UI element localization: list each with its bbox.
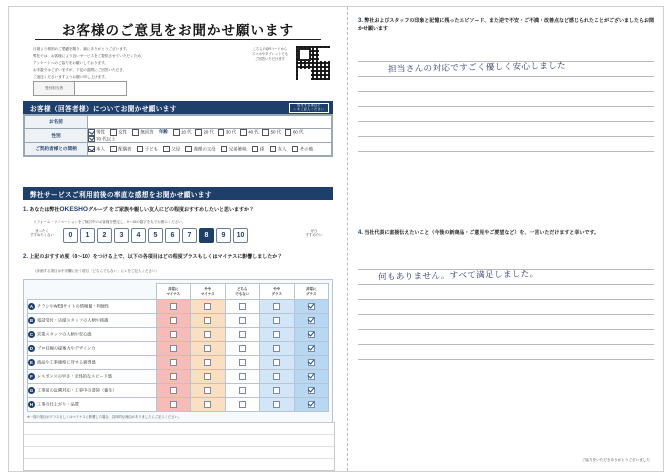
table-row — [28, 356, 329, 370]
nps-option-7[interactable]: 7 — [182, 228, 197, 243]
checkbox-f-3[interactable] — [239, 373, 246, 380]
question-4-number: 4. — [358, 230, 364, 236]
nps-option-5[interactable]: 5 — [148, 228, 163, 243]
matrix-h-1[interactable] — [156, 398, 191, 412]
checkbox-b-3[interactable] — [239, 317, 246, 324]
checkbox-c-2[interactable] — [204, 331, 211, 338]
brand-name: OKESHO — [59, 206, 88, 213]
free-text-line[interactable] — [24, 447, 334, 459]
checkbox-d-4[interactable] — [273, 345, 280, 352]
row-header-gender: 性別 — [25, 129, 88, 143]
label-age-70: 70 代以上 — [96, 136, 116, 142]
checkbox-b-5[interactable] — [308, 317, 315, 324]
matrix-col-4: やや プラス — [260, 284, 295, 300]
section2-bar — [23, 187, 333, 200]
nps-option-1[interactable]: 1 — [80, 228, 95, 243]
section2-title: 弊社サービスご利用前後の率直な感想をお聞かせ願います — [30, 191, 212, 199]
checkbox-h-4[interactable] — [273, 401, 280, 408]
matrix-col-1: 非常に マイナス — [156, 284, 191, 300]
answer-line[interactable] — [358, 77, 654, 92]
gender-option-noanswer[interactable] — [132, 129, 153, 136]
receipt-label: 受付担当者 — [34, 82, 75, 95]
matrix-c-4[interactable] — [260, 328, 295, 342]
label-age-10: 10 代 — [181, 129, 192, 135]
page-title: お客様のご意見をお聞かせ願います — [62, 23, 294, 38]
title-underline — [35, 39, 321, 40]
left-free-text[interactable] — [23, 422, 335, 471]
rating-matrix-table — [27, 283, 329, 412]
rating-matrix — [23, 279, 333, 423]
label-relation-parent: 父母 — [171, 146, 181, 152]
checkbox-g-4[interactable] — [273, 387, 280, 394]
matrix-item-a — [28, 300, 157, 314]
question-2-heading — [23, 253, 333, 262]
matrix-f-1[interactable] — [156, 370, 191, 384]
matrix-item-d-label: プロ目線の提案力やデザイン力 — [37, 345, 96, 351]
relation-option-sibling[interactable] — [221, 146, 247, 153]
badge-f: F — [28, 373, 35, 380]
checkbox-age-70[interactable] — [88, 136, 95, 143]
matrix-b-5[interactable] — [294, 314, 329, 328]
matrix-item-g-label: 工事前の近隣対応・工事中の清掃（養生） — [37, 387, 117, 393]
matrix-corner — [28, 284, 157, 300]
question-2-text: 上記のおすすめ度（0〜10）をつける上で、以下の各項目はどの程度プラスもしくはマイナスに影響しましたか？ — [29, 254, 283, 260]
table-row-name — [25, 116, 332, 129]
nps-option-6[interactable]: 6 — [165, 228, 180, 243]
relation-option-child[interactable] — [137, 146, 158, 153]
matrix-c-2[interactable] — [191, 328, 226, 342]
section1-bar-note: 該当する項目に レをご記入ください — [289, 103, 329, 113]
intro-text — [33, 47, 243, 82]
question-4-heading — [358, 229, 654, 238]
question-2-sub: （評価する項目は中央欄に沿う項目「どちらでもない」にレをご記入ください） — [33, 269, 159, 273]
label-age-20: 20 代 — [203, 129, 214, 135]
checkbox-age-60[interactable] — [285, 129, 292, 136]
nps-option-8[interactable]: 8 — [199, 228, 214, 243]
matrix-a-3[interactable] — [225, 300, 260, 314]
badge-d: D — [29, 346, 34, 351]
matrix-item-e-label: 商品や工事価格に対する納得感 — [37, 359, 96, 365]
matrix-col-5: 非常に プラス — [294, 284, 329, 300]
matrix-col-3: どちら でもない — [225, 284, 260, 300]
age-option-40[interactable] — [240, 129, 259, 136]
checkbox-noanswer[interactable] — [132, 129, 139, 136]
matrix-item-c — [28, 328, 157, 342]
matrix-b-3[interactable] — [225, 314, 260, 328]
checkbox-h-3[interactable] — [239, 401, 246, 408]
matrix-note: ※一部の項目がプラスもしくはマイナスに影響した場合、具体的な理由がありましたらご記入ください。 — [27, 415, 182, 419]
checkbox-relation-spouse[interactable] — [110, 146, 117, 153]
nps-right-label: ぜひ すすめたい — [305, 229, 323, 238]
checkbox-e-5[interactable] — [308, 359, 315, 366]
gender-option-female[interactable] — [110, 129, 127, 136]
checkbox-age-30[interactable] — [218, 129, 225, 136]
badge-c: C — [29, 332, 34, 337]
answer-line[interactable] — [358, 315, 654, 330]
matrix-a-5[interactable] — [294, 300, 329, 314]
intro-line-4: お手数ではございますが、下記の設問にご回答いただき、 — [33, 67, 127, 72]
label-age-30: 30 代 — [225, 129, 237, 135]
question-3-handwriting: 担当さんの対応ですごく優しく安心しました — [387, 61, 567, 75]
checkbox-relation-inlaw[interactable] — [185, 146, 192, 153]
receipt-value[interactable] — [75, 82, 126, 95]
answer-line[interactable] — [358, 137, 654, 152]
checkbox-age-10[interactable] — [173, 129, 180, 136]
label-relation-sibling: 兄弟姉妹 — [228, 146, 247, 152]
matrix-g-2[interactable] — [191, 384, 226, 398]
badge-b: B — [29, 318, 34, 323]
table-row — [28, 370, 329, 384]
matrix-e-5[interactable] — [294, 356, 329, 370]
matrix-h-3[interactable] — [225, 398, 260, 412]
question-2-number: 2. — [23, 254, 29, 260]
nps-left-label: まったく すすめたくない — [30, 229, 54, 238]
answer-line[interactable] — [358, 92, 654, 107]
matrix-item-e — [28, 356, 157, 370]
checkbox-relation-sibling[interactable] — [221, 146, 228, 153]
matrix-b-2[interactable] — [191, 314, 226, 328]
row-header-relation: ご契約者様との間柄 — [25, 143, 88, 156]
matrix-header-row — [28, 284, 329, 300]
question-4-text: 当社代表に直接伝えたいこと（今後の新商品・ご意見やご要望など）を、一言いただけますと幸いです。 — [364, 230, 600, 236]
question-1-number: 1. — [23, 207, 29, 213]
table-row — [28, 300, 329, 314]
checkbox-e-2[interactable] — [204, 359, 211, 366]
matrix-g-3[interactable] — [225, 384, 260, 398]
checkbox-age-50[interactable] — [262, 129, 269, 136]
matrix-e-2[interactable] — [191, 356, 226, 370]
answer-line[interactable] — [358, 107, 654, 122]
matrix-e-4[interactable] — [260, 356, 295, 370]
qr-code-icon — [295, 45, 331, 81]
matrix-e-1[interactable] — [156, 356, 191, 370]
matrix-a-1[interactable] — [156, 300, 191, 314]
checkbox-f-4[interactable] — [273, 373, 280, 380]
checkbox-a-3[interactable] — [239, 303, 246, 310]
survey-page — [8, 6, 664, 472]
label-noanswer: 無回答 — [140, 129, 154, 135]
nps-number-list — [63, 228, 248, 243]
checkbox-a-1[interactable] — [170, 303, 177, 310]
matrix-d-1[interactable] — [156, 342, 191, 356]
checkbox-d-3[interactable] — [239, 345, 246, 352]
table-row-relation — [25, 143, 332, 156]
matrix-g-1[interactable] — [156, 384, 191, 398]
question-3-number: 3. — [358, 18, 364, 24]
age-option-70[interactable] — [88, 136, 115, 143]
row-header-name: お名前 — [25, 116, 88, 129]
nps-scale — [23, 227, 333, 249]
checkbox-b-2[interactable] — [204, 317, 211, 324]
checkbox-c-3[interactable] — [239, 331, 246, 338]
label-relation-other: その他 — [299, 146, 313, 152]
matrix-c-5[interactable] — [294, 328, 329, 342]
table-row — [28, 314, 329, 328]
age-option-10[interactable] — [173, 129, 192, 136]
label-relation-child: 子ども — [144, 146, 159, 152]
checkbox-d-2[interactable] — [204, 345, 211, 352]
checkbox-f-5[interactable] — [308, 373, 315, 380]
age-option-20[interactable] — [195, 129, 214, 136]
checkbox-b-4[interactable] — [273, 317, 280, 324]
matrix-item-f-label: レスポンスの早さ・全体的なスピード感 — [37, 373, 112, 379]
matrix-f-5[interactable] — [294, 370, 329, 384]
relation-option-friend[interactable] — [270, 146, 287, 153]
checkbox-a-5[interactable] — [308, 303, 315, 310]
respondent-table — [23, 114, 333, 157]
matrix-d-3[interactable] — [225, 342, 260, 356]
free-text-line[interactable] — [24, 435, 334, 447]
answer-line[interactable] — [358, 122, 654, 137]
relation-option-spouse[interactable] — [110, 146, 131, 153]
label-relation-inlaw: 義理の父母 — [193, 146, 216, 152]
badge-e: E — [28, 359, 35, 366]
question-1-sub: リフォーム・リノベーションをご検討中のお客様を想定し、0〜10の数字を丸でお囲みください。 — [33, 220, 186, 224]
badge-g: G — [29, 388, 34, 393]
checkbox-h-1[interactable] — [170, 401, 177, 408]
answer-line[interactable] — [358, 330, 654, 345]
relation-option-inlaw[interactable] — [185, 146, 215, 153]
checkbox-age-20[interactable] — [195, 129, 202, 136]
nps-option-3[interactable]: 3 — [114, 228, 129, 243]
checkbox-a-2[interactable] — [204, 303, 211, 310]
question-1-text-before: あなたは弊社 — [29, 207, 60, 213]
gender-age-cell — [88, 129, 332, 143]
table-row — [28, 328, 329, 342]
table-row-gender — [25, 129, 332, 143]
label-relation-friend: 友人 — [277, 146, 287, 152]
intro-line-3: アンケートへのご協力をお願いしております。 — [33, 60, 108, 65]
checkbox-relation-self[interactable] — [88, 146, 95, 153]
checkbox-age-40[interactable] — [240, 129, 247, 136]
matrix-b-1[interactable] — [156, 314, 191, 328]
answer-line[interactable] — [358, 300, 654, 315]
checkbox-f-2[interactable] — [204, 373, 211, 380]
checkbox-g-1[interactable] — [170, 387, 177, 394]
matrix-item-b-label: 電話受付・店頭スタッフの人柄や接遇 — [37, 317, 109, 323]
question-3-heading — [358, 17, 654, 33]
name-input[interactable] — [88, 116, 332, 129]
matrix-col-2: やや マイナス — [191, 284, 226, 300]
receipt-box — [33, 81, 127, 96]
checkbox-g-5[interactable] — [308, 387, 315, 394]
age-option-60[interactable] — [285, 129, 304, 136]
checkbox-c-4[interactable] — [273, 331, 280, 338]
nps-option-0[interactable]: 0 — [63, 228, 78, 243]
checkbox-a-4[interactable] — [273, 303, 280, 310]
matrix-item-b — [28, 314, 157, 328]
question-1-heading — [23, 205, 333, 215]
checkbox-g-3[interactable] — [239, 387, 246, 394]
matrix-item-g — [28, 384, 157, 398]
checkbox-relation-other[interactable] — [292, 146, 299, 153]
matrix-b-4[interactable] — [260, 314, 295, 328]
checkbox-h-5[interactable] — [308, 401, 315, 408]
table-row — [28, 342, 329, 356]
label-age-60: 60 代 — [292, 129, 304, 135]
matrix-g-4[interactable] — [260, 384, 295, 398]
free-text-line[interactable] — [24, 423, 334, 435]
nps-option-9[interactable]: 9 — [216, 228, 231, 243]
answer-line[interactable] — [358, 345, 654, 360]
matrix-d-4[interactable] — [260, 342, 295, 356]
matrix-item-c-label: 営業スタッフの人柄や安心感 — [37, 331, 92, 337]
relation-option-grandchild[interactable] — [252, 146, 265, 153]
checkbox-e-1[interactable] — [170, 359, 177, 366]
matrix-item-h — [28, 398, 157, 412]
checkbox-d-5[interactable] — [308, 345, 315, 352]
label-age-50: 50 代 — [270, 129, 282, 135]
matrix-item-d — [28, 342, 157, 356]
checkbox-relation-parent[interactable] — [163, 146, 170, 153]
checkbox-b-1[interactable] — [170, 317, 177, 324]
checkbox-relation-friend[interactable] — [270, 146, 277, 153]
checkbox-h-2[interactable] — [204, 401, 211, 408]
matrix-a-2[interactable] — [191, 300, 226, 314]
matrix-h-5[interactable] — [294, 398, 329, 412]
matrix-f-2[interactable] — [191, 370, 226, 384]
checkbox-relation-child[interactable] — [137, 146, 144, 153]
matrix-c-3[interactable] — [225, 328, 260, 342]
matrix-h-2[interactable] — [191, 398, 226, 412]
nps-option-2[interactable]: 2 — [97, 228, 112, 243]
matrix-a-4[interactable] — [260, 300, 295, 314]
checkbox-f-1[interactable] — [170, 373, 177, 380]
age-group-label: 年齢 — [158, 129, 168, 135]
nps-option-4[interactable]: 4 — [131, 228, 146, 243]
matrix-h-4[interactable] — [260, 398, 295, 412]
matrix-f-4[interactable] — [260, 370, 295, 384]
checkbox-g-2[interactable] — [204, 387, 211, 394]
table-row — [28, 398, 329, 412]
badge-a: A — [29, 304, 34, 309]
answer-line[interactable] — [358, 285, 654, 300]
checkbox-d-1[interactable] — [170, 345, 177, 352]
label-relation-spouse: 配偶者 — [118, 146, 132, 152]
relation-option-other[interactable] — [292, 146, 313, 153]
table-row — [28, 384, 329, 398]
relation-cell — [88, 143, 332, 156]
section1-bar — [23, 101, 333, 114]
intro-line-5: ご返送くださいますようお願い申し上げます。 — [33, 74, 109, 79]
question-4-handwriting: 何もありません。すべて満足しました。 — [377, 269, 539, 283]
age-option-50[interactable] — [262, 129, 281, 136]
free-text-line[interactable] — [24, 459, 334, 470]
intro-line-2: 弊社では、お客様により良いサービスをご提供させていただくため、 — [33, 53, 145, 58]
matrix-item-a-label: チラシやWEBサイトの情報量・利便性 — [37, 303, 110, 309]
nps-option-10[interactable]: 10 — [233, 228, 248, 243]
checkbox-c-5[interactable] — [308, 331, 315, 338]
question-3-text: 弊社およびスタッフの印象と記憶に残ったエピソード、また逆で不安・ご不満・改善点など感じられたことがございましたらお聞かせ願います — [358, 18, 654, 32]
label-age-40: 40 代 — [248, 129, 259, 135]
section1-title: お客様（回答者様）についてお聞かせ願います — [30, 105, 177, 113]
age-option-30[interactable] — [218, 129, 237, 136]
matrix-g-5[interactable] — [294, 384, 329, 398]
relation-option-self[interactable] — [88, 146, 105, 153]
matrix-d-2[interactable] — [191, 342, 226, 356]
badge-h: H — [29, 402, 34, 407]
left-column — [9, 7, 348, 471]
checkbox-e-3[interactable] — [239, 359, 246, 366]
matrix-d-5[interactable] — [294, 342, 329, 356]
intro-line-1: 日頃より格別のご愛顧を賜り、誠にありがとうございます。 — [33, 47, 130, 51]
matrix-c-1[interactable] — [156, 328, 191, 342]
question-1-text-after: グループ をご家族や親しい友人にどの程度おすすめしたいと思いますか？ — [88, 207, 255, 213]
label-relation-self: 本人 — [96, 146, 105, 152]
matrix-f-3[interactable] — [225, 370, 260, 384]
matrix-item-h-label: 工事の仕上がり・品質 — [37, 401, 79, 407]
thanks-note: ご協力をいただきありがとうございました — [581, 458, 650, 462]
label-male: 男性 — [96, 129, 105, 135]
matrix-item-f — [28, 370, 157, 384]
qr-note: こちらのQRコードから スマホやタブレットでも ご回答いただけます — [251, 47, 289, 61]
matrix-e-3[interactable] — [225, 356, 260, 370]
checkbox-c-1[interactable] — [170, 331, 177, 338]
label-relation-grandchild: 孫 — [259, 146, 265, 152]
right-column — [348, 7, 662, 471]
checkbox-e-4[interactable] — [273, 359, 280, 366]
checkbox-female[interactable] — [110, 129, 117, 136]
checkbox-relation-grandchild[interactable] — [252, 146, 259, 153]
label-female: 女性 — [118, 129, 128, 135]
relation-option-parent[interactable] — [163, 146, 180, 153]
